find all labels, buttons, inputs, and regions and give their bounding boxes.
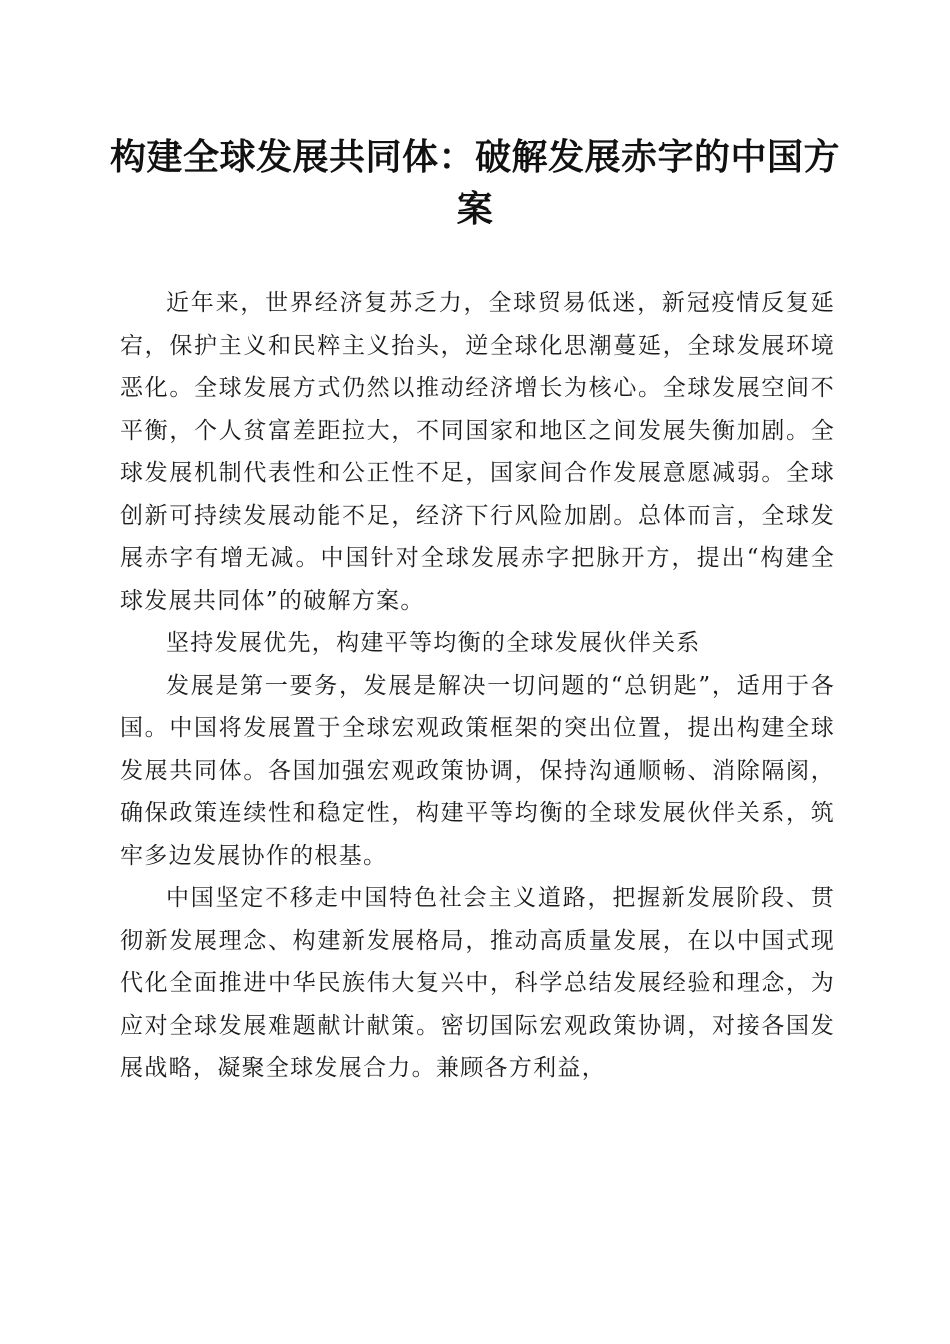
paragraph: 中国坚定不移走中国特色社会主义道路，把握新发展阶段、贯彻新发展理念、构建新发展格局，推动高质量发展，在以中国式现代化全面推进中华民族伟大复兴中，科学总结发展经验和理念，为应对全球发展难题献计献策。密切国际宏观政策协调，对接各国发展战略，凝聚全球发展合力。兼顾各方利益， <box>120 885 835 1081</box>
paragraph: 近年来，世界经济复苏乏力，全球贸易低迷，新冠疫情反复延宕，保护主义和民粹主义抬头，逆全球化思潮蔓延，全球发展环境恶化。全球发展方式仍然以推动经济增长为核心。全球发展空间不平衡，个人贫富差距拉大，不同国家和地区之间发展失衡加剧。全球发展机制代表性和公正性不足，国家间合作发展意愿减弱。全球创新可持续发展动能不足，经济下行风险加剧。总体而言，全球发展赤字有增无减。中国针对全球发展赤字把脉开方，提出“构建全球发展共同体”的破解方案。 <box>120 290 835 614</box>
document-body <box>120 282 835 1090</box>
paragraph: 发展是第一要务，发展是解决一切问题的“总钥匙”，适用于各国。中国将发展置于全球宏观政策框架的突出位置，提出构建全球发展共同体。各国加强宏观政策协调，保持沟通顺畅、消除隔阂，确保政策连续性和稳定性，构建平等均衡的全球发展伙伴关系，筑牢多边发展协作的根基。 <box>120 672 835 869</box>
section-heading: 坚持发展优先，构建平等均衡的全球发展伙伴关系 <box>166 630 701 656</box>
document-title: 构建全球发展共同体：破解发展赤字的中国方案 <box>109 136 840 230</box>
